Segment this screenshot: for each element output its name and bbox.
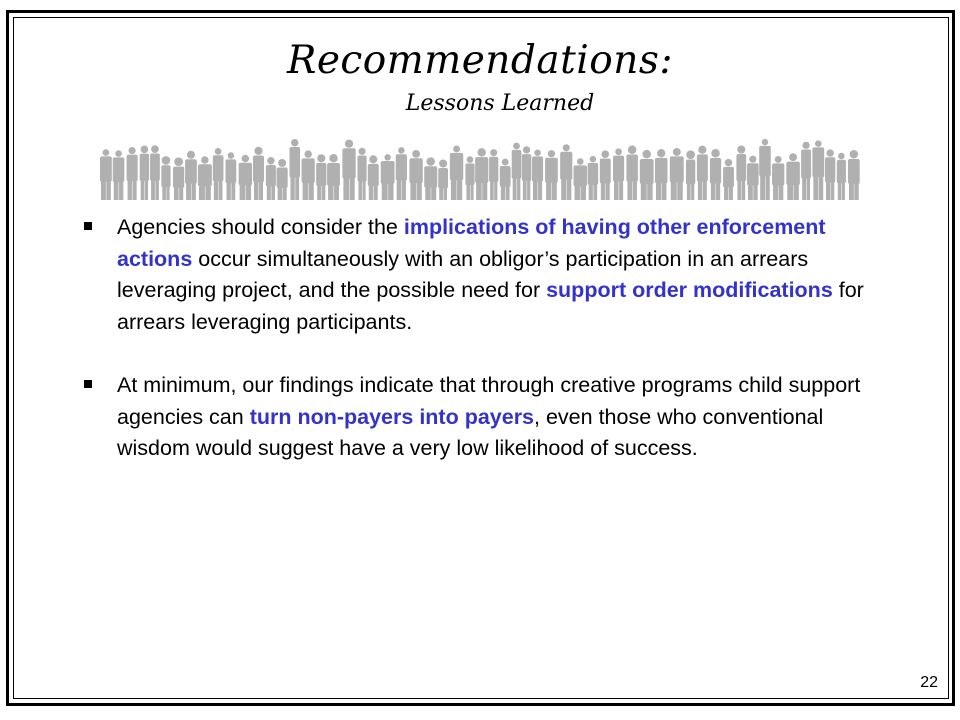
- highlight-phrase: implications of having other enforcement actions: [117, 215, 826, 271]
- bullet-text: Agencies should consider the implications of having other enforcement actions occur simultaneously with an obligor’s participation in an arrears leveraging project, and the possible need for support order modifications for arrears leveraging participants.: [117, 215, 864, 334]
- bullet-item: [84, 370, 864, 465]
- bullet-item: [84, 212, 864, 338]
- slide-title: Recommendations:: [286, 38, 674, 83]
- crowd-silhouette-icon: [96, 136, 862, 200]
- slide-subtitle: Lessons Learned: [405, 91, 595, 116]
- bullet-text: At minimum, our findings indicate that through creative programs child support agencies can turn non-payers into payers, even those who conventional wisdom would suggest have a very low likelihood of success.: [117, 373, 861, 460]
- bullet-square-icon: [84, 380, 92, 388]
- highlight-phrase: turn non-payers into payers: [249, 404, 535, 429]
- highlight-phrase: support order modifications: [546, 278, 833, 302]
- page-number: 22: [920, 674, 938, 691]
- bullet-square-icon: [84, 222, 92, 230]
- bullet-list: [84, 212, 864, 497]
